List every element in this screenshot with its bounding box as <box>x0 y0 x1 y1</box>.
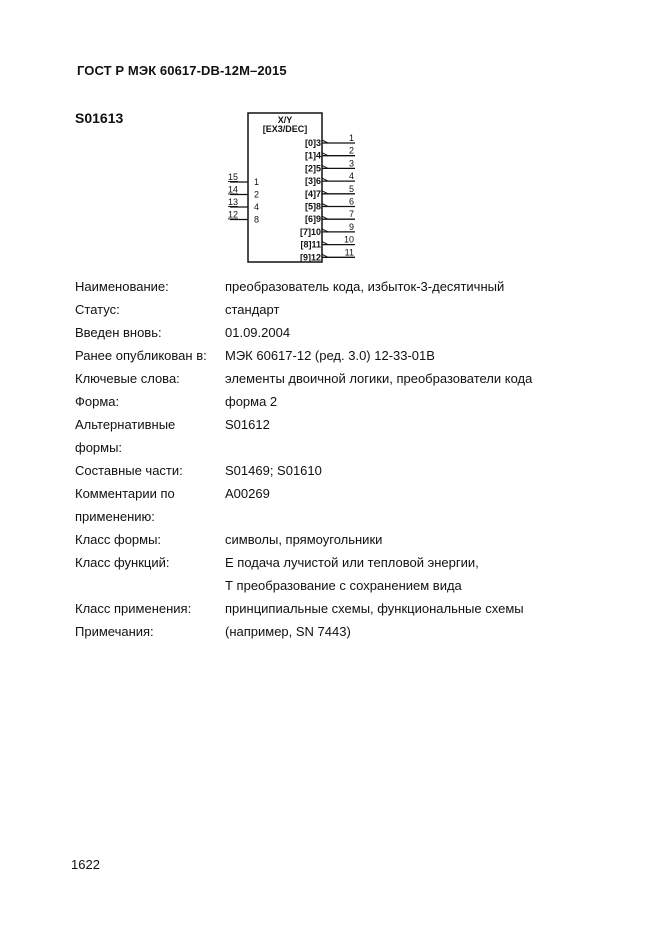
outputs-group <box>300 133 355 262</box>
field-row <box>75 298 635 321</box>
output-line-number: 2 <box>348 145 354 156</box>
field-label: Составные части: <box>75 463 183 478</box>
fields-table <box>75 275 635 643</box>
field-value: S01612 <box>225 417 270 432</box>
field-row <box>75 344 635 367</box>
field-value: символы, прямоугольники <box>225 532 383 547</box>
field-value: принципиальные схемы, функциональные схемы <box>225 601 524 616</box>
field-row <box>75 321 635 344</box>
field-value <box>225 505 635 528</box>
field-row <box>75 367 635 390</box>
field-value: A00269 <box>225 486 270 501</box>
field-row <box>75 528 635 551</box>
symbol-code: S01613 <box>75 110 124 126</box>
field-row <box>75 505 635 528</box>
field-value <box>225 436 635 459</box>
field-value: форма 2 <box>225 394 278 409</box>
field-label: Ключевые слова: <box>75 371 180 386</box>
input-line-number: 15 <box>228 172 239 182</box>
symbol-title-bottom: [EX3/DEC] <box>262 124 308 134</box>
field-value: (например, SN 7443) <box>225 624 351 639</box>
output-label: [1]4 <box>304 150 321 161</box>
field-row <box>75 275 635 298</box>
field-label: применению: <box>75 509 155 524</box>
input-weight-label: 2 <box>254 189 260 200</box>
input-line-number: 14 <box>228 184 239 195</box>
field-label: Альтернативные <box>75 417 176 432</box>
output-line-number: 7 <box>348 209 354 220</box>
field-value: МЭК 60617-12 (ред. 3.0) 12-33-01В <box>225 348 435 363</box>
output-label: [0]3 <box>304 138 321 148</box>
field-label: Класс применения: <box>75 601 192 616</box>
field-value: S01469; S01610 <box>225 463 322 478</box>
code-converter-symbol <box>224 112 364 264</box>
field-row <box>75 482 635 505</box>
field-value: преобразователь кода, избыток-3-десятичный <box>225 279 505 294</box>
input-line-number: 13 <box>228 197 239 207</box>
output-line-number: 1 <box>348 133 354 143</box>
output-label: [9]12 <box>299 252 321 263</box>
output-line-number: 3 <box>348 158 354 169</box>
output-label: [4]7 <box>304 188 321 199</box>
field-label: Статус: <box>75 302 120 317</box>
field-label: Ранее опубликован в: <box>75 348 207 363</box>
symbol-title-top: X/Y <box>277 115 293 125</box>
output-label: [8]11 <box>300 239 321 250</box>
field-value: Т преобразование с сохранением вида <box>225 578 462 593</box>
output-label: [6]9 <box>304 214 321 225</box>
field-label: Примечания: <box>75 624 154 639</box>
output-label: [5]8 <box>304 201 321 212</box>
output-line-number: 10 <box>343 234 354 245</box>
field-label: Класс функций: <box>75 555 170 570</box>
field-value: элементы двоичной логики, преобразователи кода <box>225 371 533 386</box>
field-label <box>75 574 225 597</box>
field-label: Комментарии по <box>75 486 175 501</box>
output-line-number: 6 <box>348 196 354 207</box>
input-weight-label: 4 <box>254 202 260 212</box>
input-weight-label: 1 <box>254 177 260 187</box>
field-label: Введен вновь: <box>75 325 162 340</box>
input-line-number: 12 <box>228 209 239 220</box>
output-line-number: 5 <box>348 183 354 194</box>
field-label: формы: <box>75 440 123 455</box>
field-row <box>75 459 635 482</box>
output-label: [2]5 <box>304 163 321 174</box>
field-row <box>75 620 635 643</box>
output-label: [7]10 <box>299 226 321 237</box>
document-header: ГОСТ Р МЭК 60617-DB-12М–2015 <box>77 63 287 78</box>
output-line-number: 9 <box>348 221 354 232</box>
field-label: Наименование: <box>75 279 169 294</box>
field-value: стандарт <box>225 302 280 317</box>
field-row <box>75 597 635 620</box>
field-value: 01.09.2004 <box>225 325 291 340</box>
field-row <box>75 436 635 459</box>
field-row <box>75 551 635 574</box>
output-line-number: 11 <box>344 247 354 258</box>
output-label: [3]6 <box>304 176 321 187</box>
field-label: Форма: <box>75 394 120 409</box>
field-row <box>75 574 635 597</box>
page-number: 1622 <box>71 857 100 872</box>
field-label: Класс формы: <box>75 532 162 547</box>
field-value: Е подача лучистой или тепловой энергии, <box>225 555 479 570</box>
output-line-number: 4 <box>348 171 354 182</box>
inputs-group <box>228 172 259 225</box>
input-weight-label: 8 <box>254 214 260 225</box>
field-row <box>75 390 635 413</box>
field-row <box>75 413 635 436</box>
